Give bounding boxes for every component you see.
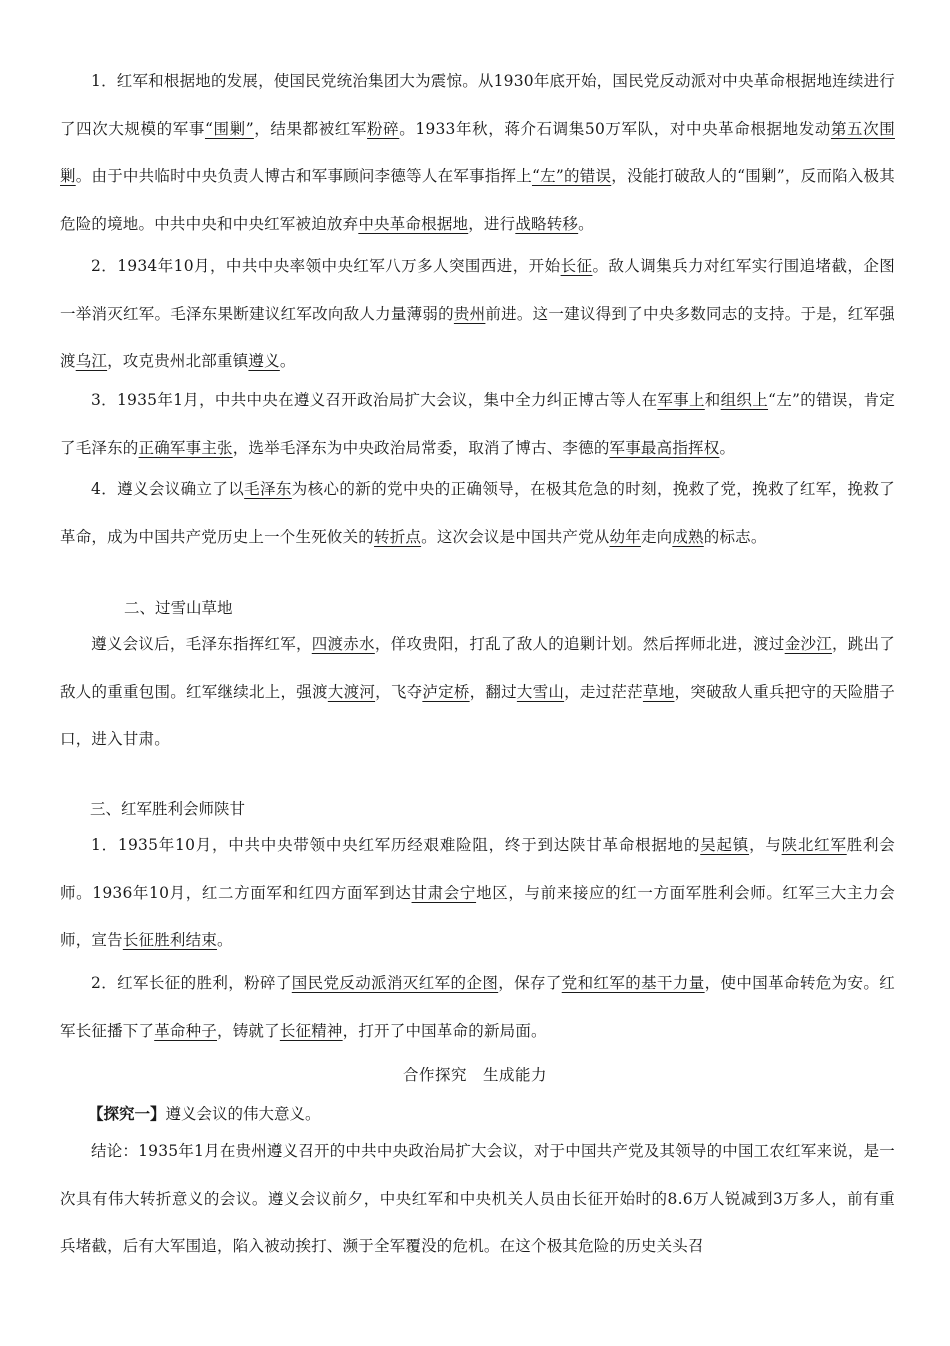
text-segment: 遵义会议后，毛泽东指挥红军， xyxy=(91,635,312,653)
text-segment: ，进行 xyxy=(468,214,516,233)
underlined-keyword: 党和红军的基干力量 xyxy=(561,974,705,992)
underlined-keyword: 遵义 xyxy=(248,352,280,370)
underlined-keyword: 长征精神 xyxy=(279,1021,343,1040)
text-segment: 4．遵义会议确立了以 xyxy=(91,480,245,498)
underlined-keyword: 转折点 xyxy=(374,527,422,546)
text-segment: ，飞夺 xyxy=(375,682,423,701)
text-segment: 。 xyxy=(578,214,594,233)
explore-one-heading xyxy=(88,1102,321,1126)
underlined-keyword: 四渡赤水 xyxy=(311,635,375,653)
text-segment: 。 xyxy=(217,931,233,949)
underlined-keyword: 成熟 xyxy=(672,527,704,546)
text-segment: 2．1934年10月，中共中央率领中央红军八万多人突围西进，开始 xyxy=(91,257,561,275)
text-segment: 。1933年秋，蒋介石调集50万军队，对中央革命根据地发动 xyxy=(399,119,831,138)
underlined-keyword: 第五次围剿 xyxy=(60,119,895,185)
section-heading-victory-reunion: 三、红军胜利会师陕甘 xyxy=(90,800,246,818)
text-segment: 。敌人调集兵力对红军实行围追堵截，企图一举消灭红军。毛泽东果断建议红军改向敌人力量薄弱的 xyxy=(60,257,895,323)
text-segment: ，没能打破敌人的“围剿”，反而陷入极其危险的境地。中共中央和中央红军被迫放弃 xyxy=(60,167,895,233)
text-segment: ，保存了 xyxy=(498,974,562,992)
underlined-keyword: 草地 xyxy=(642,682,675,701)
text-segment: ，铸就了 xyxy=(217,1021,280,1040)
underlined-keyword: “围剿” xyxy=(204,119,254,138)
text-segment: 为核心的新的党中央的正确领导，在极其危急的时刻，挽救了党，挽救了红军，挽救了革命，成为中国共产党历史上一个生死攸关的 xyxy=(60,480,895,546)
explore-one-text: 遵义会议的伟大意义。 xyxy=(165,1105,321,1123)
text-segment: ，突破敌人重兵把守的天险腊子口，进入甘肃。 xyxy=(60,682,895,748)
underlined-keyword: 乌江 xyxy=(75,352,108,370)
paragraph-zunyi-meeting xyxy=(60,377,895,472)
underlined-keyword: 粉碎 xyxy=(367,119,400,138)
underlined-keyword: 甘肃会宁 xyxy=(411,883,477,902)
underlined-keyword: 毛泽东 xyxy=(244,480,292,498)
underlined-keyword: 陕北红军 xyxy=(781,836,847,854)
cooperation-inquiry-title: 合作探究 生成能力 xyxy=(402,1066,547,1084)
underlined-keyword: 军事上 xyxy=(657,391,705,409)
text-segment: 走向 xyxy=(640,527,673,546)
underlined-keyword: 泸定桥 xyxy=(422,682,470,701)
explore-one-label: 【探究一】 xyxy=(88,1104,166,1123)
underlined-keyword: 国民党反动派消灭红军的企图 xyxy=(291,974,499,992)
underlined-keyword: 战略转移 xyxy=(515,214,579,233)
text-segment: ，打开了中国革命的新局面。 xyxy=(342,1021,547,1040)
text-segment: 。 xyxy=(719,438,736,457)
underlined-keyword: 大渡河 xyxy=(327,682,376,701)
text-segment: ，佯攻贵阳，打乱了敌人的追剿计划。然后挥师北进，渡过 xyxy=(374,635,785,653)
paragraph-conclusion xyxy=(60,1128,895,1271)
paragraph-reunion xyxy=(60,822,895,965)
text-segment: 1．红军和根据地的发展，使国民党统治集团大为震惊。从1930年底开始，国民党反动派对中央革命根据地连续进行了四次大规模的军事 xyxy=(60,72,895,138)
text-segment: 地区，与前来接应的红一方面军胜利会师。红军三大主力会师，宣告 xyxy=(60,883,895,949)
text-segment: ，与 xyxy=(749,836,782,854)
text-segment: ，选举毛泽东为中央政治局常委，取消了博古、李德的 xyxy=(232,438,610,457)
text-segment: “左”的错误，肯定了毛泽东的 xyxy=(60,391,896,457)
underlined-keyword: 中央革命根据地 xyxy=(358,214,469,233)
underlined-keyword: “左”的错误 xyxy=(531,167,612,185)
text-segment: 1．1935年10月，中共中央带领中央红军历经艰难险阻，终于到达陕甘革命根据地的 xyxy=(91,836,701,854)
underlined-keyword: 吴起镇 xyxy=(700,836,750,854)
paragraph-long-march-start xyxy=(60,243,895,386)
underlined-keyword: 组织上 xyxy=(720,391,769,409)
text-segment: 的标志。 xyxy=(703,527,767,546)
text-segment: 2．红军长征的胜利，粉碎了 xyxy=(91,974,292,992)
text-segment: ，走过茫茫 xyxy=(564,682,643,701)
text-segment: 胜利会师。1936年10月，红二方面军和红四方面军到达 xyxy=(60,836,895,902)
text-segment: 前进。这一建议得到了中央多数同志的支持。于是，红军强渡 xyxy=(60,304,895,370)
underlined-keyword: 大雪山 xyxy=(516,682,565,701)
text-segment: 3．1935年1月，中共中央在遵义召开政治局扩大会议，集中全力纠正博古等人在 xyxy=(91,391,658,409)
underlined-keyword: 长征 xyxy=(560,257,593,275)
text-segment: ，攻克贵州北部重镇 xyxy=(107,352,249,370)
underlined-keyword: 金沙江 xyxy=(784,635,832,653)
paragraph-zunyi-significance xyxy=(60,466,895,561)
paragraph-long-march-victory xyxy=(60,960,895,1055)
text-segment: ，使中国革命转危为安。红军长征播下了 xyxy=(60,974,895,1040)
text-segment: 和 xyxy=(704,391,721,409)
text-segment: 结论：1935年1月在贵州遵义召开的中共中央政治局扩大会议，对于中国共产党及其领导的中国工农红军来说，是一次具有伟大转折意义的会议。遵义会议前夕，中央红军和中央机关人员由长征开始时的8.6万人锐减到3万多人，前有重兵堵截，后有大军围追，陷入被动挨打、濒于全军覆没的危机。在这个极其危险的历史关头召 xyxy=(60,1142,895,1255)
underlined-keyword: 军事最高指挥权 xyxy=(609,438,720,457)
underlined-keyword: 正确军事主张 xyxy=(138,438,233,457)
underlined-keyword: 幼年 xyxy=(609,527,641,546)
text-segment: 。 xyxy=(279,352,296,370)
text-segment: 。由于中共临时中央负责人博古和军事顾问李德等人在军事指挥上 xyxy=(75,167,532,185)
underlined-keyword: 贵州 xyxy=(453,304,486,323)
underlined-keyword: 长征胜利结束 xyxy=(122,931,218,949)
section-heading-snow-mountains: 二、过雪山草地 xyxy=(124,599,233,617)
text-segment: ，结果都被红军 xyxy=(253,119,368,138)
text-segment: 。这次会议是中国共产党从 xyxy=(421,527,610,546)
text-segment: ，跳出了敌人的重重包围。红军继续北上，强渡 xyxy=(60,635,895,701)
paragraph-rebel-campaigns xyxy=(60,58,895,248)
paragraph-snow-mountains xyxy=(60,621,895,764)
underlined-keyword: 革命种子 xyxy=(154,1021,218,1040)
text-segment: ，翻过 xyxy=(469,682,517,701)
